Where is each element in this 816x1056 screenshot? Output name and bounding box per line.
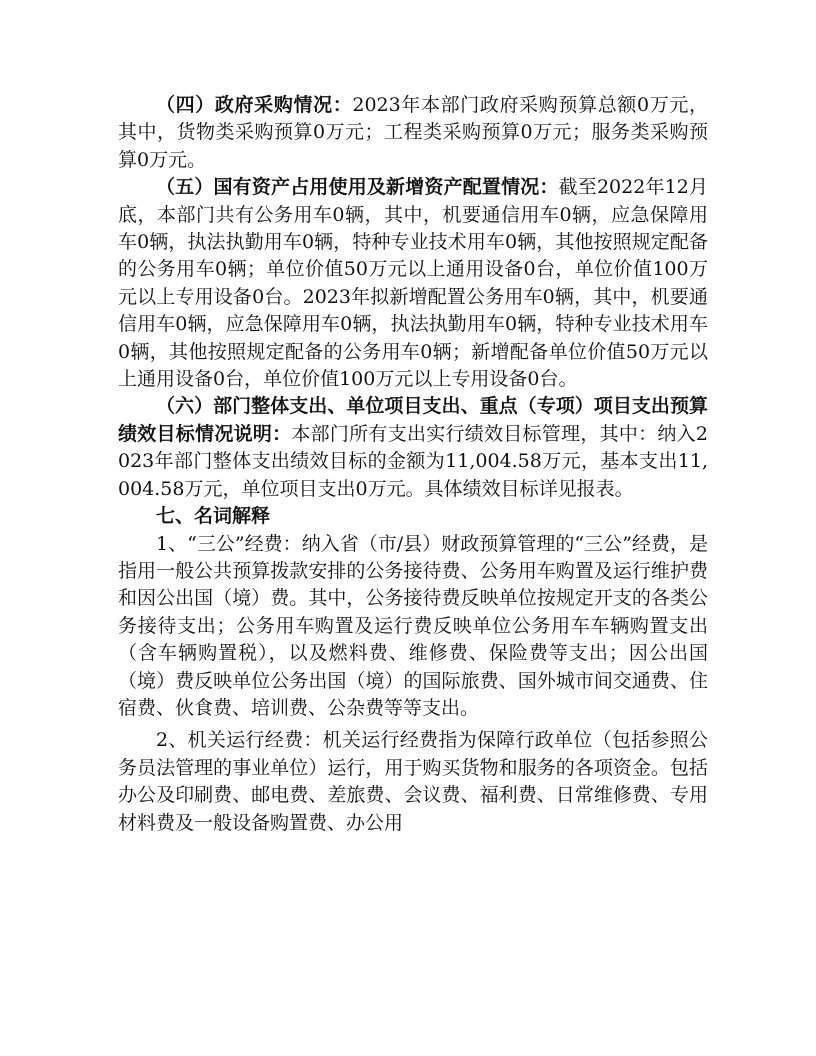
glossary-item-2: 2、机关运行经费：机关运行经费指为保障行政单位（包括参照公务员法管理的事业单位）运行，用于购买货物和服务的各项资金。包括办公及印刷费、邮电费、差旅费、会议费、福利费、日常维修费、专用材料费及一般设备购置费、办公用 [118, 729, 708, 834]
assets-paragraph [118, 174, 708, 393]
assets-body: 截至2022年12月底，本部门共有公务用车0辆，其中，机要通信用车0辆，应急保障用车0辆，执法执勤用车0辆，特种专业技术用车0辆，其他按照规定配备的公务用车0辆；单位价值50万元以上通用设备0台，单位价值100万元以上专用设备0台。2023年拟新增配置公务用车0辆，其中，机要通信用车0辆，应急保障用车0辆，执法执勤用车0辆，特种专业技术用车0辆，其他按照规定配备的公务用车0辆；新增配备单位价值50万元以上通用设备0台，单位价值100万元以上专用设备0台。 [118, 176, 708, 391]
procurement-body: 2023年本部门政府采购预算总额0万元，其中，货物类采购预算0万元；工程类采购预算0万元；服务类采购预算0万元。 [118, 94, 708, 171]
glossary-item-1: 1、“三公”经费：纳入省（市/县）财政预算管理的“三公”经费，是指用一般公共预算拨款安排的公务接待费、公务用车购置及运行维护费和因公出国（境）费。其中，公务接待费反映单位按规定开支的各类公务接待支出；公务用车购置及运行费反映单位公务用车车辆购置支出（含车辆购置税），以及燃料费、维修费、保险费等支出；因公出国（境）费反映单位公务出国（境）的国际旅费、国外城市间交通费、住宿费、伙食费、培训费、公杂费等等支出。 [118, 532, 708, 719]
performance-paragraph [118, 393, 708, 503]
glossary-heading: 七、名词解释 [156, 505, 271, 528]
procurement-title: （四）政府采购情况： [156, 94, 353, 116]
document-page [118, 92, 708, 837]
assets-title: （五）国有资产占用使用及新增资产配置情况： [156, 176, 559, 199]
performance-body: 本部门所有支出实行绩效目标管理，其中：纳入2023年部门整体支出绩效目标的金额为11,004.58万元，基本支出11,004.58万元，单位项目支出0万元。具体绩效目标详见报表。 [118, 422, 708, 500]
procurement-paragraph [118, 92, 708, 174]
performance-title: （六）部门整体支出、单位项目支出、重点（专项）项目支出预算绩效目标情况说明： [118, 395, 708, 445]
